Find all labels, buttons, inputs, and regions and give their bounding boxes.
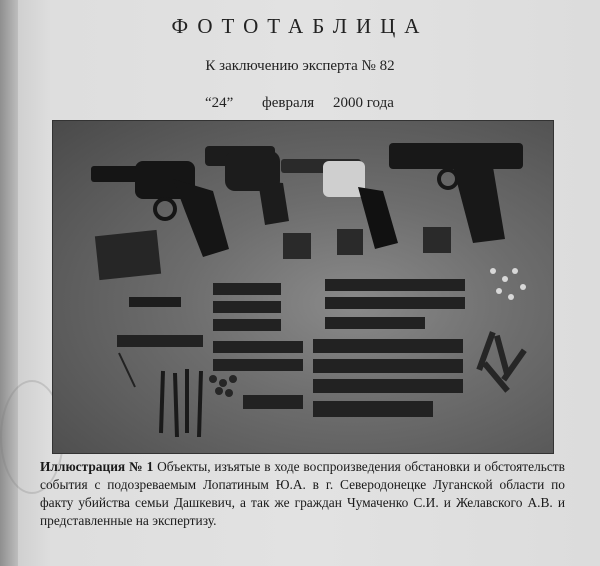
illustration-description: Объекты, изъятые в ходе воспроизведения обстановки и обстоятельств события с подозреваемым Лопатиным Ю.А. в г. Северодонецке Луганской области по факту убийства семьи Дашкевич, а так же граждан Чумаченко С.И. и Желавского А.В. и представленные на экспертизу.	[40, 459, 565, 528]
document-title: ФОТОТАБЛИЦА	[171, 14, 429, 38]
date-month: февраля	[262, 95, 315, 111]
illustration-label: Иллюстрация № 1	[40, 459, 154, 474]
date-year: 2000 года	[333, 95, 394, 111]
date-day: “24”	[205, 95, 234, 111]
illustration-caption	[40, 458, 565, 530]
expert-conclusion-reference: К заключению эксперта № 82	[205, 58, 395, 74]
firearms-photo-icon	[53, 121, 553, 453]
evidence-photograph	[52, 120, 554, 454]
